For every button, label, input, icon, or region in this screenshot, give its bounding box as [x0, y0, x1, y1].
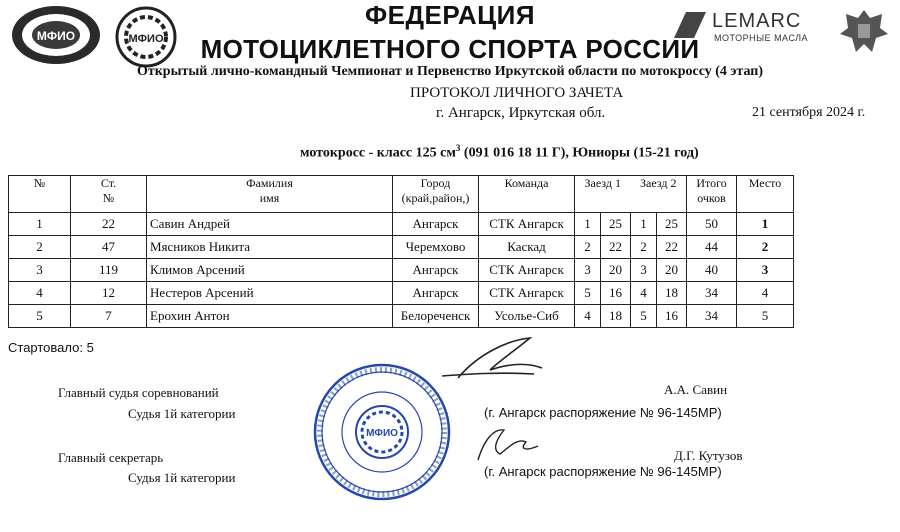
- event-place: г. Ангарск, Иркутская обл.: [436, 105, 606, 121]
- header-start-label-2: №: [102, 191, 115, 205]
- mfio-logo-text: МФИО: [128, 33, 164, 45]
- header-surname-label: Фамилия: [246, 176, 293, 190]
- protocol-title: ПРОТОКОЛ ЛИЧНОГО ЗАЧЕТА: [410, 85, 624, 101]
- federation-subtitle: МОТОЦИКЛЕТНОГО СПОРТА РОССИИ: [200, 34, 700, 64]
- cell-race2-score: 16: [657, 305, 687, 328]
- class-suffix: (091 016 18 11 Г), Юниоры (15-21 год): [460, 145, 699, 161]
- cell-name: Мясников Никита: [147, 236, 393, 259]
- cell-race2-score: 25: [657, 213, 687, 236]
- cell-team: СТК Ангарск: [479, 282, 575, 305]
- chief-judge-order: (г. Ангарск распоряжение № 96-145МР): [484, 405, 722, 420]
- cell-race2-score: 20: [657, 259, 687, 282]
- lemarc-brand: LEMARC: [712, 10, 802, 32]
- cell-start-number: 119: [71, 259, 147, 282]
- cell-city: Ангарск: [393, 282, 479, 305]
- table-header-row: [9, 176, 794, 213]
- cell-place: 4: [737, 282, 794, 305]
- cell-city: Ангарск: [393, 259, 479, 282]
- table-row: [9, 282, 794, 305]
- table-row: [9, 305, 794, 328]
- cell-race1-score: 16: [601, 282, 631, 305]
- mfr-logo-text: МФИО: [36, 29, 76, 43]
- class-prefix: мотокросс - класс 125 см: [300, 145, 456, 161]
- header-place-label: Место: [748, 176, 782, 190]
- cell-race2-pos: 3: [631, 259, 657, 282]
- header-total-label: Итого: [696, 176, 727, 190]
- cell-team: Усолье-Сиб: [479, 305, 575, 328]
- cell-race2-pos: 2: [631, 236, 657, 259]
- chief-judge-signature: [438, 334, 548, 386]
- class-sup: 3: [455, 143, 461, 153]
- cell-total: 34: [687, 305, 737, 328]
- secretary-name: Д.Г. Кутузов: [674, 448, 743, 463]
- chief-judge-category: Судья 1й категории: [128, 406, 236, 421]
- cell-city: Белореченск: [393, 305, 479, 328]
- header-city: [393, 176, 479, 213]
- header-race2-label: Заезд 2: [640, 176, 677, 190]
- cell-name: Ерохин Антон: [147, 305, 393, 328]
- started-count: Стартовало: 5: [8, 340, 94, 355]
- class-line: [300, 143, 699, 162]
- cell-race2-score: 18: [657, 282, 687, 305]
- cell-total: 44: [687, 236, 737, 259]
- seal-center-text: МФИО: [366, 428, 398, 439]
- cell-start-number: 22: [71, 213, 147, 236]
- cell-race1-pos: 4: [575, 305, 601, 328]
- cell-start-number: 47: [71, 236, 147, 259]
- table-row: [9, 259, 794, 282]
- cell-name: Климов Арсений: [147, 259, 393, 282]
- cell-num: 3: [9, 259, 71, 282]
- cell-city: Черемхово: [393, 236, 479, 259]
- secretary-signature: [474, 420, 544, 468]
- header-start-label: Ст.: [100, 176, 117, 190]
- cell-race1-pos: 2: [575, 236, 601, 259]
- header-team-label: Команда: [504, 176, 549, 190]
- cell-name: Нестеров Арсений: [147, 282, 393, 305]
- event-date: 21 сентября 2024 г.: [752, 105, 866, 120]
- cell-num: 5: [9, 305, 71, 328]
- cell-place: 1: [737, 213, 794, 236]
- header-start-number: [71, 176, 147, 213]
- secretary-order: (г. Ангарск распоряжение № 96-145МР): [484, 464, 722, 479]
- header-region-label: (край,район,): [401, 191, 470, 205]
- secretary-category: Судья 1й категории: [128, 470, 236, 485]
- header-num: [9, 176, 71, 213]
- header-total: [687, 176, 737, 213]
- cell-place: 3: [737, 259, 794, 282]
- header-firstname-label: имя: [259, 191, 280, 205]
- table-row: [9, 213, 794, 236]
- cell-num: 2: [9, 236, 71, 259]
- cell-race1-score: 18: [601, 305, 631, 328]
- federation-title: ФЕДЕРАЦИЯ: [364, 0, 536, 30]
- cell-place: 2: [737, 236, 794, 259]
- cell-race1-pos: 3: [575, 259, 601, 282]
- table-row: [9, 236, 794, 259]
- header-race2: [631, 176, 687, 213]
- cell-race2-pos: 4: [631, 282, 657, 305]
- cell-city: Ангарск: [393, 213, 479, 236]
- cell-race1-pos: 1: [575, 213, 601, 236]
- cell-race2-pos: 5: [631, 305, 657, 328]
- header-num-label: №: [33, 176, 46, 190]
- cell-race2-pos: 1: [631, 213, 657, 236]
- header-city-label: Город: [420, 176, 451, 190]
- cell-race1-pos: 5: [575, 282, 601, 305]
- secretary-title: Главный секретарь: [58, 450, 164, 465]
- lemarc-tagline: МОТОРНЫЕ МАСЛА: [714, 33, 808, 43]
- cell-race1-score: 22: [601, 236, 631, 259]
- cell-total: 50: [687, 213, 737, 236]
- header-place: [737, 176, 794, 213]
- chief-judge-title: Главный судья соревнований: [58, 385, 219, 400]
- cell-race2-score: 22: [657, 236, 687, 259]
- cell-race1-score: 20: [601, 259, 631, 282]
- cell-race1-score: 25: [601, 213, 631, 236]
- cell-total: 40: [687, 259, 737, 282]
- cell-total: 34: [687, 282, 737, 305]
- results-table: [8, 175, 794, 328]
- cell-start-number: 12: [71, 282, 147, 305]
- cell-start-number: 7: [71, 305, 147, 328]
- header-race1: [575, 176, 631, 213]
- header-name: [147, 176, 393, 213]
- cell-num: 1: [9, 213, 71, 236]
- cell-team: СТК Ангарск: [479, 259, 575, 282]
- cell-team: СТК Ангарск: [479, 213, 575, 236]
- chief-judge-name: А.А. Савин: [664, 382, 728, 397]
- cell-name: Савин Андрей: [147, 213, 393, 236]
- header-race1-label: Заезд 1: [584, 176, 621, 190]
- organization-seal: [312, 362, 452, 502]
- championship-title: Открытый лично-командный Чемпионат и Первенство Иркутской области по мотокроссу (4 этап): [136, 64, 764, 79]
- cell-num: 4: [9, 282, 71, 305]
- header-total-label-2: очков: [697, 191, 726, 205]
- cell-place: 5: [737, 305, 794, 328]
- header-team: [479, 176, 575, 213]
- cell-team: Каскад: [479, 236, 575, 259]
